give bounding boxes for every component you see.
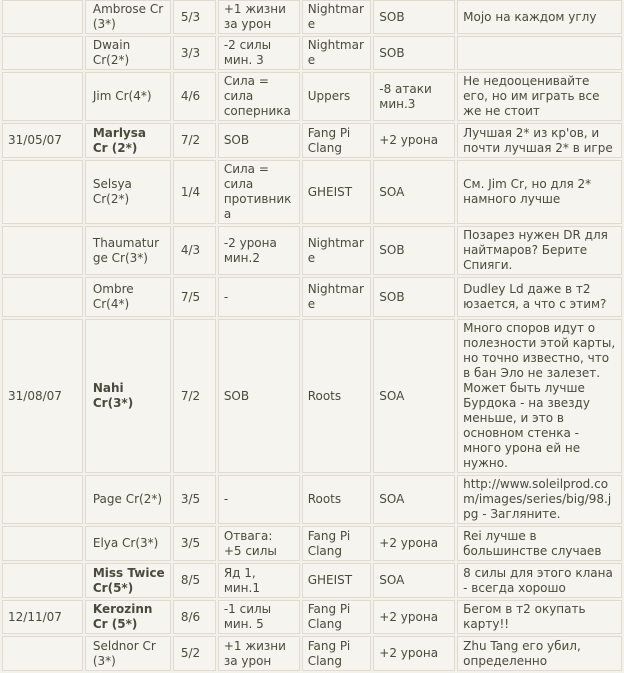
table-row	[2, 123, 622, 158]
cell-cost: 4/6	[173, 72, 216, 121]
cell-bonus: +2 урона	[373, 526, 455, 561]
cell-ability: -	[218, 277, 300, 317]
cell-name: Thaumaturge Cr(3*)	[85, 226, 171, 275]
cell-ability: -	[218, 475, 300, 524]
cell-ability: -1 силы мин. 5	[218, 600, 300, 634]
cell-name: Miss Twice Cr(5*)	[85, 563, 171, 598]
cell-bonus: -8 атаки мин.3	[373, 72, 455, 121]
cell-date	[2, 563, 83, 598]
cell-comment: Dudley Ld даже в т2 юзается, а что с этим?	[457, 277, 622, 317]
cell-name: Kerozinn Cr (5*)	[85, 600, 171, 634]
cell-bonus: SOB	[373, 0, 455, 34]
cell-comment: Бегом в т2 окупать карту!!	[457, 600, 622, 634]
cell-date	[2, 36, 83, 70]
cell-bonus: SOA	[373, 563, 455, 598]
cell-comment: 8 силы для этого клана - всегда хорошо	[457, 563, 622, 598]
cell-cost: 8/5	[173, 563, 216, 598]
cell-comment	[457, 36, 622, 70]
cell-name: Marlysa Cr (2*)	[85, 123, 171, 158]
cell-bonus: SOB	[373, 277, 455, 317]
cell-cost: 7/2	[173, 123, 216, 158]
cell-bonus: SOB	[373, 226, 455, 275]
table-row	[2, 600, 622, 634]
cell-comment: Не недооценивайте его, но им играть все же не стоит	[457, 72, 622, 121]
cell-cost: 3/3	[173, 36, 216, 70]
cards-table-body	[2, 0, 622, 671]
cell-name: Jim Cr(4*)	[85, 72, 171, 121]
cell-bonus: SOA	[373, 475, 455, 524]
cell-name: Ombre Cr(4*)	[85, 277, 171, 317]
table-row	[2, 36, 622, 70]
table-row	[2, 277, 622, 317]
table-row	[2, 0, 622, 34]
cell-date	[2, 475, 83, 524]
cell-name: Page Cr(2*)	[85, 475, 171, 524]
table-row	[2, 636, 622, 671]
cell-ability: SOB	[218, 123, 300, 158]
cell-ability: -2 урона мин.2	[218, 226, 300, 275]
cell-date: 31/08/07	[2, 319, 83, 473]
cell-comment: Rei лучше в большинстве случаев	[457, 526, 622, 561]
cell-bonus: SOA	[373, 319, 455, 473]
cell-cost: 7/2	[173, 319, 216, 473]
cell-ability: Яд 1, мин.1	[218, 563, 300, 598]
cell-name: Selsya Cr(2*)	[85, 160, 171, 224]
cell-ability: Отвага: +5 силы	[218, 526, 300, 561]
cell-cost: 3/5	[173, 475, 216, 524]
cell-clan: Roots	[302, 319, 372, 473]
cell-clan: GHEIST	[302, 563, 372, 598]
cell-cost: 3/5	[173, 526, 216, 561]
table-row	[2, 226, 622, 275]
cell-bonus: +2 урона	[373, 123, 455, 158]
cell-clan: Fang Pi Clang	[302, 526, 372, 561]
table-row	[2, 563, 622, 598]
cell-clan: Nightmare	[302, 0, 372, 34]
table-row	[2, 319, 622, 473]
table-row	[2, 72, 622, 121]
cell-cost: 8/6	[173, 600, 216, 634]
cell-name: Seldnor Cr (3*)	[85, 636, 171, 671]
cell-name: Elya Cr(3*)	[85, 526, 171, 561]
cell-ability: +1 жизни за урон	[218, 636, 300, 671]
cell-bonus: SOA	[373, 160, 455, 224]
cell-date	[2, 526, 83, 561]
cell-clan: Nightmare	[302, 277, 372, 317]
cell-cost: 7/5	[173, 277, 216, 317]
cell-bonus: +2 урона	[373, 600, 455, 634]
cell-cost: 5/3	[173, 0, 216, 34]
cell-bonus: +2 урона	[373, 636, 455, 671]
table-row	[2, 526, 622, 561]
cell-date	[2, 277, 83, 317]
cell-clan: Fang Pi Clang	[302, 123, 372, 158]
cell-date	[2, 636, 83, 671]
table-row	[2, 475, 622, 524]
cell-cost: 4/3	[173, 226, 216, 275]
cell-clan: Fang Pi Clang	[302, 600, 372, 634]
cell-ability: Сила = сила соперника	[218, 72, 300, 121]
cell-date	[2, 0, 83, 34]
cell-date	[2, 160, 83, 224]
cell-comment: http://www.soleilprod.com/images/series/big/98.jpg - Загляните.	[457, 475, 622, 524]
table-row	[2, 160, 622, 224]
cell-clan: GHEIST	[302, 160, 372, 224]
cell-clan: Fang Pi Clang	[302, 636, 372, 671]
cell-cost: 1/4	[173, 160, 216, 224]
cell-ability: SOB	[218, 319, 300, 473]
cell-comment: См. Jim Cr, но для 2* намного лучше	[457, 160, 622, 224]
cell-name: Dwain Cr(2*)	[85, 36, 171, 70]
cell-clan: Nightmare	[302, 226, 372, 275]
cell-comment: Много споров идут о полезности этой карты, но точно известно, что в бан Эло не залезет. Может быть лучше Бурдока - на звезду меньше, и это в основном стенка - много урона ей не нужно.	[457, 319, 622, 473]
cell-ability: Сила = сила противника	[218, 160, 300, 224]
cell-clan: Roots	[302, 475, 372, 524]
cell-clan: Nightmare	[302, 36, 372, 70]
cell-comment: Позарез нужен DR для найтмаров? Берите Спияги.	[457, 226, 622, 275]
cell-clan: Uppers	[302, 72, 372, 121]
cell-date: 31/05/07	[2, 123, 83, 158]
cell-comment: Zhu Tang его убил, определенно	[457, 636, 622, 671]
cell-cost: 5/2	[173, 636, 216, 671]
cell-comment: Mojo на каждом углу	[457, 0, 622, 34]
cell-date	[2, 226, 83, 275]
cell-date	[2, 72, 83, 121]
cell-comment: Лучшая 2* из кр'ов, и почти лучшая 2* в игре	[457, 123, 622, 158]
cell-date: 12/11/07	[2, 600, 83, 634]
cell-ability: +1 жизни за урон	[218, 0, 300, 34]
cell-name: Ambrose Cr (3*)	[85, 0, 171, 34]
cell-ability: -2 силы мин. 3	[218, 36, 300, 70]
cell-bonus: SOB	[373, 36, 455, 70]
cell-name: Nahi Cr(3*)	[85, 319, 171, 473]
